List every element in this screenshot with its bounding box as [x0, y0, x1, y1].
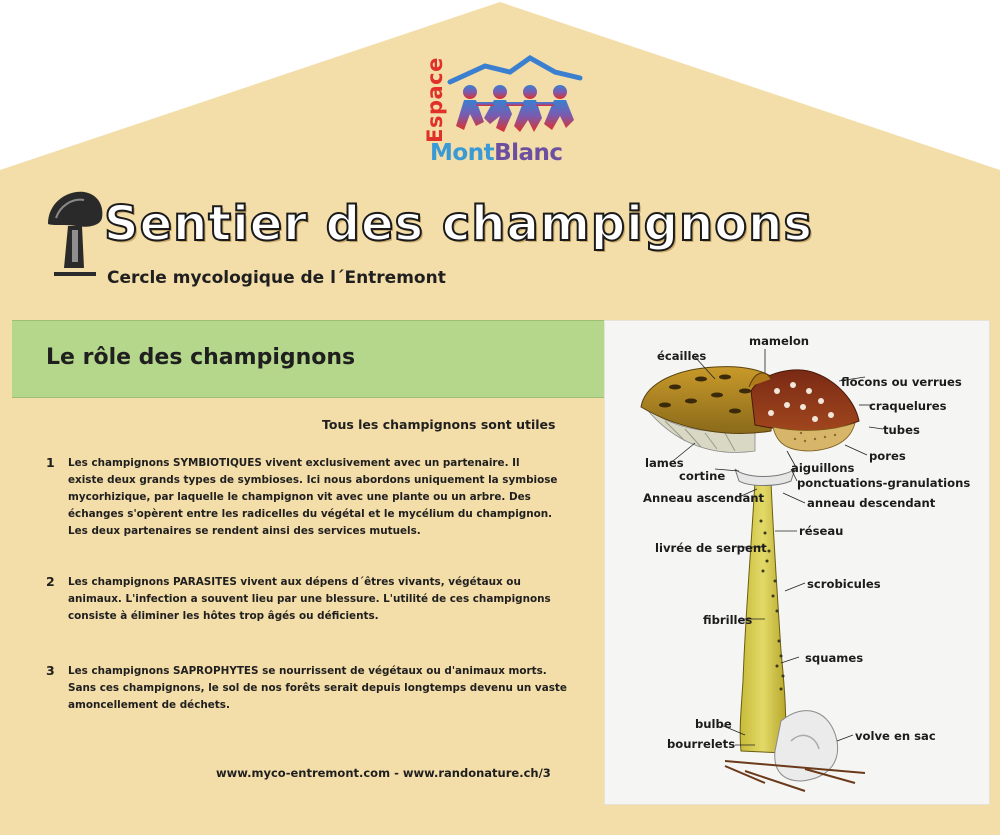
label-aiguillons: aiguillons	[791, 461, 855, 475]
item-line: Les champignons SYMBIOTIQUES vivent exclusivement avec un partenaire. Il	[68, 457, 520, 469]
label-livree-de-serpent: livrée de serpent	[655, 541, 767, 555]
item-text	[68, 455, 568, 540]
item-number: 2	[46, 574, 55, 589]
label-lames: lames	[645, 456, 684, 470]
label-mamelon: mamelon	[749, 334, 810, 348]
label-cortine: cortine	[679, 469, 726, 483]
item-line: consiste à éliminer les hôtes trop âgés ou déficients.	[68, 610, 379, 622]
logo-figures-icon	[430, 52, 590, 142]
item-line: amoncellement de déchets.	[68, 699, 230, 711]
label-craquelures: craquelures	[869, 399, 947, 413]
logo-espace-text: Espace	[423, 57, 447, 143]
label-flocons: flocons ou verrues	[841, 375, 962, 389]
label-bourrelets: bourrelets	[667, 737, 736, 751]
item-text	[68, 574, 568, 625]
espace-mont-blanc-logo	[404, 52, 594, 182]
item-line: Sans ces champignons, le sol de nos forêts serait depuis longtemps devenu un vaste	[68, 682, 567, 694]
item-text	[68, 663, 568, 714]
label-tubes: tubes	[883, 423, 920, 437]
label-bulbe: bulbe	[695, 717, 732, 731]
label-anneau-ascendant: Anneau ascendant	[643, 491, 765, 505]
item-number: 3	[46, 663, 55, 678]
logo-montblanc-text	[430, 140, 563, 166]
page-title: Sentier des champignons	[104, 196, 813, 252]
intro-heading: Tous les champignons sont utiles	[322, 417, 556, 432]
item-line: Les deux partenaires se rendent ainsi des services mutuels.	[68, 525, 421, 537]
item-line: échanges s'opèrent entre les radicelles du végétal et le mycélium du champignon.	[68, 508, 553, 520]
mushroom-anatomy-illustration	[604, 320, 990, 805]
section-title: Le rôle des champignons	[46, 345, 356, 370]
label-ecailles: écailles	[657, 349, 707, 363]
item-number: 1	[46, 455, 55, 470]
page-subtitle: Cercle mycologique de l´Entremont	[107, 268, 446, 288]
logo-mont-text: Mont	[430, 140, 495, 166]
label-ponctuations: ponctuations-granulations	[797, 476, 971, 490]
item-line: existe deux grands types de symbioses. Ici nous abordons uniquement la symbiose	[68, 474, 558, 486]
footer-websites: www.myco-entremont.com - www.randonature.ch/3	[216, 766, 551, 780]
mushroom-icon	[42, 188, 106, 280]
label-pores: pores	[869, 449, 906, 463]
label-reseau: réseau	[799, 524, 844, 538]
item-line: Les champignons PARASITES vivent aux dépens d´êtres vivants, végétaux ou	[68, 576, 521, 588]
label-scrobicules: scrobicules	[807, 577, 881, 591]
item-line: Les champignons SAPROPHYTES se nourrissent de végétaux ou d'animaux morts.	[68, 665, 547, 677]
label-squames: squames	[805, 651, 864, 665]
item-line: mycorhizique, par laquelle le champignon vit avec une plante ou un arbre. Des	[68, 491, 531, 503]
section-header-bar	[12, 320, 606, 398]
label-fibrilles: fibrilles	[703, 613, 753, 627]
logo-blanc-text: Blanc	[494, 140, 563, 166]
item-line: animaux. L'infection a souvent lieu par une blessure. L'utilité de ces champignons	[68, 593, 551, 605]
label-anneau-descendant: anneau descendant	[807, 496, 936, 510]
label-volve-en-sac: volve en sac	[855, 729, 936, 743]
